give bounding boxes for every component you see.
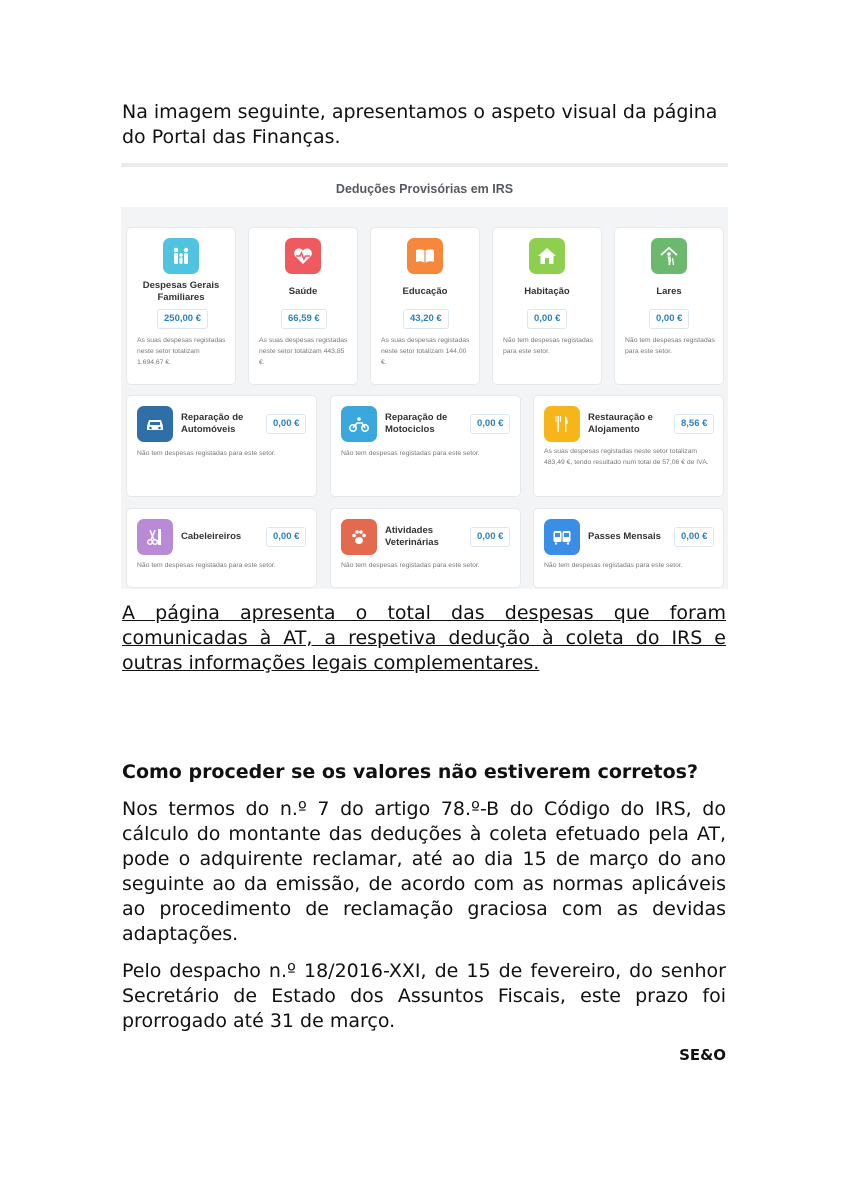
deduction-card[interactable] [127, 396, 316, 496]
card-note: Não tem despesas registadas para este setor. [137, 450, 276, 457]
card-value: 250,00 € [157, 309, 208, 329]
section-heading: Como proceder se os valores não estiverem corretos? [122, 761, 699, 783]
card-name: Cabeleireiros [181, 531, 242, 542]
card-name: Atividades Veterinárias [385, 525, 439, 548]
card-value: 0,00 € [470, 527, 510, 547]
card-note: Não tem despesas registadas para este setor. [137, 562, 276, 569]
deduction-card[interactable] [127, 228, 235, 384]
scissors-comb-icon [137, 519, 173, 555]
elderly-home-icon [651, 238, 687, 274]
portal-title: Deduções Provisórias em IRS [335, 182, 514, 196]
card-name: Despesas Gerais Familiares [142, 280, 220, 303]
bus-icon [544, 519, 580, 555]
card-note: As suas despesas registadas neste setor totalizam 443,85 €. [259, 337, 348, 366]
card-note: As suas despesas registadas neste setor totalizam 483,49 €, tendo resultado num total de 57,06 € de IVA. [544, 448, 709, 466]
paragraph-legal-basis: Nos termos do n.º 7 do artigo 78.º-B do Código do IRS, do cálculo do montante das deduções à coleta efetuado pela AT, pode o adquirente reclamar, até ao dia 15 de março do ano seguinte ao da emissão, de acordo com as normas aplicáveis ao procedimento de reclamação graciosa com as devidas adaptações. [122, 798, 726, 945]
card-note: As suas despesas registadas neste setor totalizam 144,00 €. [381, 337, 470, 366]
card-note: Não tem despesas registadas para este setor. [341, 562, 480, 569]
deduction-card[interactable] [534, 396, 723, 496]
card-note: As suas despesas registadas neste setor totalizam 1.694,67 €. [137, 337, 226, 366]
deduction-card[interactable] [249, 228, 357, 384]
motorcycle-icon [341, 406, 377, 442]
card-name: Saúde [288, 286, 318, 297]
card-name: Educação [402, 286, 448, 297]
deduction-card[interactable] [331, 396, 520, 496]
paragraph-deadline-extension: Pelo despacho n.º 18/2016-XXI, de 15 de fevereiro, do senhor Secretário de Estado dos Assuntos Fiscais, este prazo foi prorrogado até 31 de março. [122, 960, 726, 1032]
heart-pulse-icon [285, 238, 321, 274]
paw-icon [341, 519, 377, 555]
card-value: 0,00 € [266, 527, 306, 547]
deduction-card[interactable] [615, 228, 723, 384]
card-name: Habitação [524, 286, 570, 297]
card-value: 8,56 € [674, 414, 714, 434]
card-value: 0,00 € [674, 527, 714, 547]
portal-header [121, 163, 728, 207]
card-value: 0,00 € [266, 414, 306, 434]
intro-text: Na imagem seguinte, apresentamos o aspeto visual da página do Portal das Finanças. [122, 101, 718, 148]
card-value: 66,59 € [281, 309, 327, 329]
card-name: Passes Mensais [588, 531, 661, 542]
card-name: Restauração e Alojamento [588, 412, 653, 435]
house-icon [529, 238, 565, 274]
portal-screenshot [121, 163, 728, 589]
car-icon [137, 406, 173, 442]
card-name: Lares [656, 286, 682, 297]
deduction-card[interactable] [331, 509, 520, 587]
card-note: Não tem despesas registadas para este setor. [503, 337, 593, 355]
card-value: 0,00 € [527, 309, 567, 329]
card-value: 0,00 € [649, 309, 689, 329]
card-note: Não tem despesas registadas para este setor. [341, 450, 480, 457]
signature: SE&O [679, 1046, 726, 1064]
card-name: Reparação de Automóveis [181, 412, 244, 435]
deduction-card[interactable] [534, 509, 723, 587]
family-icon [163, 238, 199, 274]
cutlery-icon [544, 406, 580, 442]
open-book-icon [407, 238, 443, 274]
deduction-card[interactable] [371, 228, 479, 384]
card-value: 43,20 € [403, 309, 449, 329]
deduction-card[interactable] [493, 228, 601, 384]
screenshot-caption: A página apresenta o total das despesas que foram comunicadas à AT, a respetiva dedução à coleta do IRS e outras informações legais complementares. [122, 602, 726, 674]
card-note: Não tem despesas registadas para este setor. [625, 337, 715, 355]
deduction-card[interactable] [127, 509, 316, 587]
card-note: Não tem despesas registadas para este setor. [544, 562, 683, 569]
card-value: 0,00 € [470, 414, 510, 434]
card-name: Reparação de Motociclos [385, 412, 448, 435]
